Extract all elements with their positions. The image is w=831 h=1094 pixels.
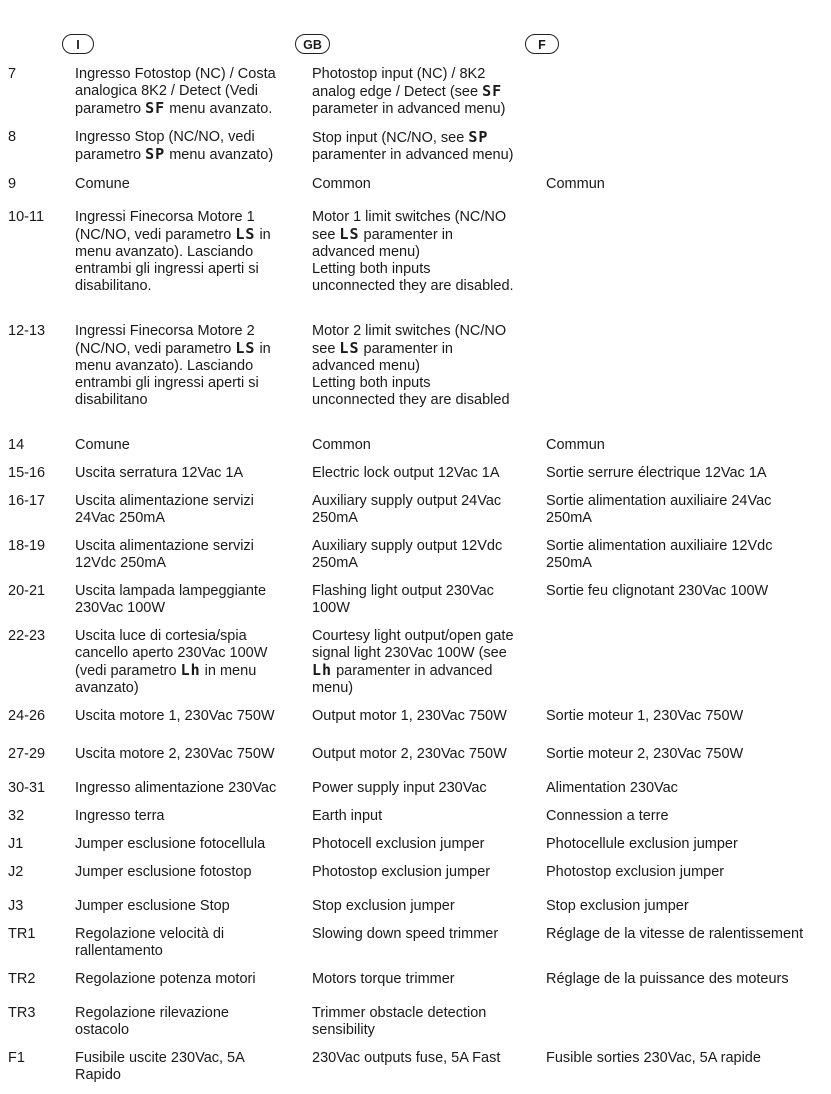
description-italian: Uscita serratura 12Vac 1A xyxy=(75,465,244,481)
parameter-code: LS xyxy=(235,225,256,243)
description-english: Earth input xyxy=(312,808,383,824)
description-french: Connession a terre xyxy=(546,808,669,824)
description-italian: Comune xyxy=(75,176,130,192)
terminal-number: 9 xyxy=(8,176,17,192)
description-english: Electric lock output 12Vac 1A xyxy=(312,465,500,481)
terminal-number: J1 xyxy=(8,836,24,852)
description-english: Slowing down speed trimmer xyxy=(312,926,499,942)
terminal-number: 18-19 xyxy=(8,538,46,554)
terminal-number: J2 xyxy=(8,864,24,880)
description-italian: Regolazione rilevazione ostacolo xyxy=(75,1005,229,1038)
terminal-number: 30-31 xyxy=(8,780,46,796)
terminal-number: TR3 xyxy=(8,1005,36,1021)
description-english: Photostop input (NC) / 8K2 analog edge / Detect (see SF parameter in advanced menu) xyxy=(312,66,506,117)
description-english: Auxiliary supply output 24Vac 250mA xyxy=(312,493,502,526)
description-french: Commun xyxy=(546,437,605,453)
description-french: Alimentation 230Vac xyxy=(546,780,678,796)
terminal-number: 15-16 xyxy=(8,465,46,481)
description-italian: Uscita motore 1, 230Vac 750W xyxy=(75,708,275,724)
description-italian: Jumper esclusione Stop xyxy=(75,898,230,914)
description-english: Motor 2 limit switches (NC/NO see LS paramenter in advanced menu) Letting both inputs unconnected they are disabled xyxy=(312,323,510,408)
description-english: Auxiliary supply output 12Vdc 250mA xyxy=(312,538,503,571)
description-italian: Jumper esclusione fotostop xyxy=(75,864,252,880)
description-italian: Ingressi Finecorsa Motore 2 (NC/NO, vedi parametro LS in menu avanzato). Lasciando entrambi gli ingressi aperti si disabilitano xyxy=(75,323,271,408)
description-french: Sortie moteur 1, 230Vac 750W xyxy=(546,708,744,724)
description-italian: Ingresso Stop (NC/NO, vedi parametro SP menu avanzato) xyxy=(75,129,274,163)
description-english: Stop exclusion jumper xyxy=(312,898,455,914)
description-italian: Regolazione velocità di rallentamento xyxy=(75,926,225,959)
description-french: Sortie serrure électrique 12Vac 1A xyxy=(546,465,767,481)
language-header xyxy=(0,34,831,56)
description-french: Sortie alimentation auxiliaire 24Vac 250mA xyxy=(546,493,772,526)
parameter-code: SP xyxy=(468,128,489,146)
parameter-code: SF xyxy=(482,82,503,100)
description-french: Fusible sorties 230Vac, 5A rapide xyxy=(546,1050,761,1066)
description-french: Stop exclusion jumper xyxy=(546,898,689,914)
description-english: Courtesy light output/open gate signal light 230Vac 100W (see Lh paramenter in advanced menu) xyxy=(312,628,514,696)
parameter-code: SF xyxy=(145,99,166,117)
terminal-number: 24-26 xyxy=(8,708,46,724)
description-italian: Uscita alimentazione servizi 24Vac 250mA xyxy=(75,493,254,526)
description-italian: Uscita luce di cortesia/spia cancello aperto 230Vac 100W (vedi parametro Lh in menu avanzato) xyxy=(75,628,268,696)
terminal-number: 16-17 xyxy=(8,493,46,509)
terminal-number: 14 xyxy=(8,437,25,453)
description-italian: Regolazione potenza motori xyxy=(75,971,256,987)
parameter-code: LS xyxy=(235,339,256,357)
terminal-number: 20-21 xyxy=(8,583,46,599)
description-english: Power supply input 230Vac xyxy=(312,780,487,796)
language-badge-english: GB xyxy=(295,34,330,54)
description-italian: Ingressi Finecorsa Motore 1 (NC/NO, vedi parametro LS in menu avanzato). Lasciando entrambi gli ingressi aperti si disabilitano. xyxy=(75,209,271,294)
description-english: Trimmer obstacle detection sensibility xyxy=(312,1005,487,1038)
description-italian: Comune xyxy=(75,437,130,453)
terminal-number: 12-13 xyxy=(8,323,46,339)
description-english: Motor 1 limit switches (NC/NO see LS paramenter in advanced menu) Letting both inputs unconnected they are disabled. xyxy=(312,209,514,294)
description-french: Commun xyxy=(546,176,605,192)
terminal-number: TR1 xyxy=(8,926,36,942)
parameter-code: LS xyxy=(339,225,360,243)
description-french: Photostop exclusion jumper xyxy=(546,864,725,880)
description-french: Réglage de la puissance des moteurs xyxy=(546,971,789,987)
description-english: Photocell exclusion jumper xyxy=(312,836,485,852)
description-italian: Uscita lampada lampeggiante 230Vac 100W xyxy=(75,583,267,616)
description-french: Sortie alimentation auxiliaire 12Vdc 250mA xyxy=(546,538,773,571)
terminal-number: 7 xyxy=(8,66,17,82)
description-english: Output motor 2, 230Vac 750W xyxy=(312,746,507,762)
terminal-number: TR2 xyxy=(8,971,36,987)
parameter-code: Lh xyxy=(312,661,333,679)
parameter-code: Lh xyxy=(180,661,201,679)
terminal-number: 27-29 xyxy=(8,746,46,762)
description-italian: Ingresso alimentazione 230Vac xyxy=(75,780,277,796)
description-italian: Ingresso terra xyxy=(75,808,165,824)
terminal-number: 8 xyxy=(8,129,17,145)
parameter-code: LS xyxy=(339,339,360,357)
description-french: Sortie feu clignotant 230Vac 100W xyxy=(546,583,769,599)
description-english: Motors torque trimmer xyxy=(312,971,455,987)
description-italian: Fusibile uscite 230Vac, 5A Rapido xyxy=(75,1050,245,1083)
terminal-number: J3 xyxy=(8,898,24,914)
description-english: Flashing light output 230Vac 100W xyxy=(312,583,494,616)
terminal-number: 22-23 xyxy=(8,628,46,644)
parameter-code: SP xyxy=(145,145,166,163)
description-italian: Uscita motore 2, 230Vac 750W xyxy=(75,746,275,762)
description-english: Stop input (NC/NO, see SP paramenter in advanced menu) xyxy=(312,128,514,163)
description-french: Photocellule exclusion jumper xyxy=(546,836,738,852)
description-french: Réglage de la vitesse de ralentissement xyxy=(546,926,804,942)
description-english: Common xyxy=(312,437,371,453)
description-english: Common xyxy=(312,176,371,192)
description-italian: Uscita alimentazione servizi 12Vdc 250mA xyxy=(75,538,254,571)
terminal-number: 10-11 xyxy=(8,209,45,225)
terminal-number: 32 xyxy=(8,808,25,824)
description-french: Sortie moteur 2, 230Vac 750W xyxy=(546,746,744,762)
language-badge-french: F xyxy=(525,34,559,54)
terminal-number: F1 xyxy=(8,1050,25,1066)
description-english: Photostop exclusion jumper xyxy=(312,864,491,880)
description-italian: Jumper esclusione fotocellula xyxy=(75,836,266,852)
description-italian: Ingresso Fotostop (NC) / Costa analogica 8K2 / Detect (Vedi parametro SF menu avanzato. xyxy=(75,66,276,117)
language-badge-italian: I xyxy=(62,34,94,54)
description-english: 230Vac outputs fuse, 5A Fast xyxy=(312,1050,501,1066)
description-english: Output motor 1, 230Vac 750W xyxy=(312,708,507,724)
